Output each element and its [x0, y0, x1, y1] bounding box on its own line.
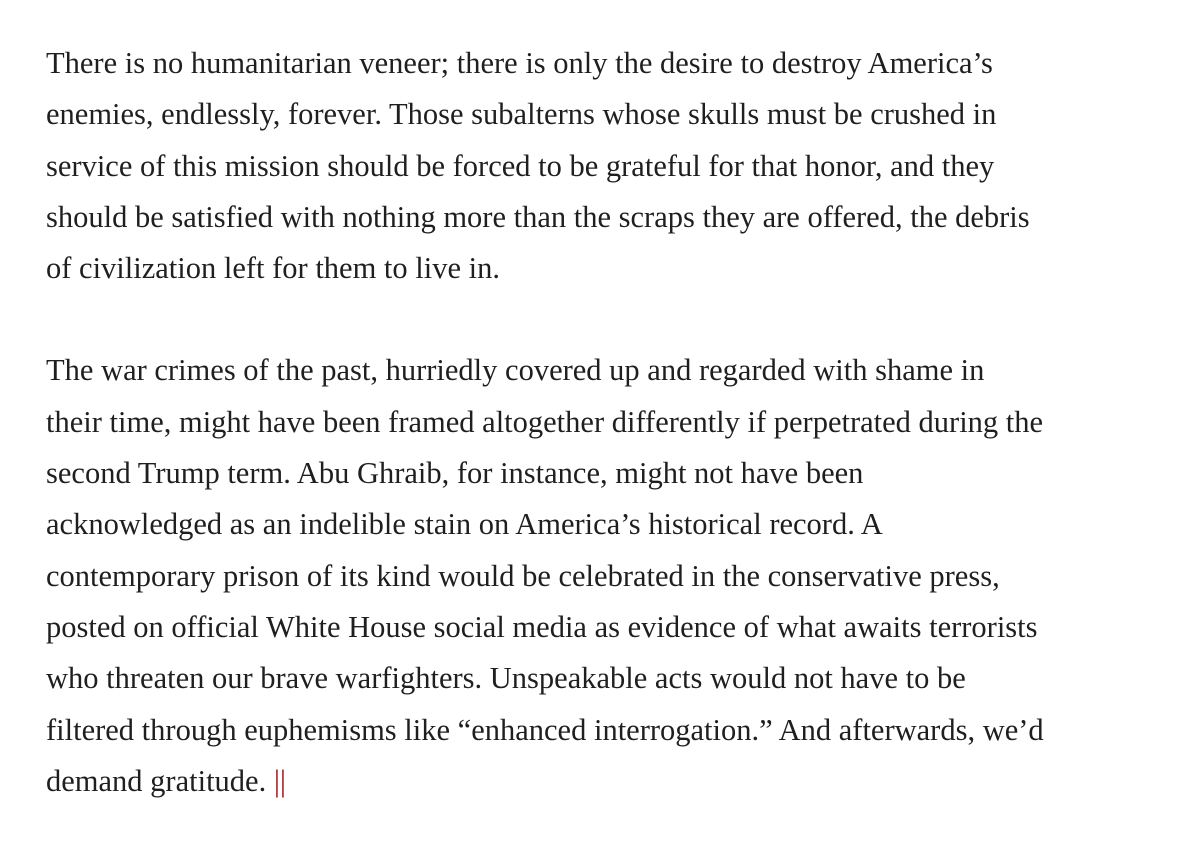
text-line: of civilization left for them to live in. [46, 251, 500, 286]
text-line: contemporary prison of its kind would be celebrated in the conservative press, [46, 558, 1000, 593]
text-line: second Trump term. Abu Ghraib, for instance, might not have been [46, 456, 864, 491]
text-line: filtered through euphemisms like “enhanced interrogation.” And afterwards, we’d [46, 712, 1044, 747]
end-of-article-mark: || [273, 763, 287, 798]
text-line-last [46, 756, 1156, 807]
text-line: acknowledged as an indelible stain on America’s historical record. A [46, 507, 883, 542]
text-line: enemies, endlessly, forever. Those subalterns whose skulls must be crushed in [46, 97, 997, 132]
text-line: their time, might have been framed altogether differently if perpetrated during the [46, 404, 1044, 439]
text-line: posted on official White House social media as evidence of what awaits terrorists [46, 609, 1038, 644]
text-line: service of this mission should be forced to be grateful for that honor, and they [46, 148, 995, 183]
article-body [46, 38, 1156, 807]
text-line: should be satisfied with nothing more than the scraps they are offered, the debris [46, 199, 1030, 234]
last-line-text: demand gratitude. [46, 763, 267, 798]
text-line: There is no humanitarian veneer; there is only the desire to destroy America’s [46, 46, 993, 80]
paragraph-2 [46, 345, 1156, 807]
paragraph-1 [46, 38, 1156, 294]
text-line: who threaten our brave warfighters. Unspeakable acts would not have to be [46, 661, 966, 696]
text-line: The war crimes of the past, hurriedly covered up and regarded with shame in [46, 353, 985, 388]
